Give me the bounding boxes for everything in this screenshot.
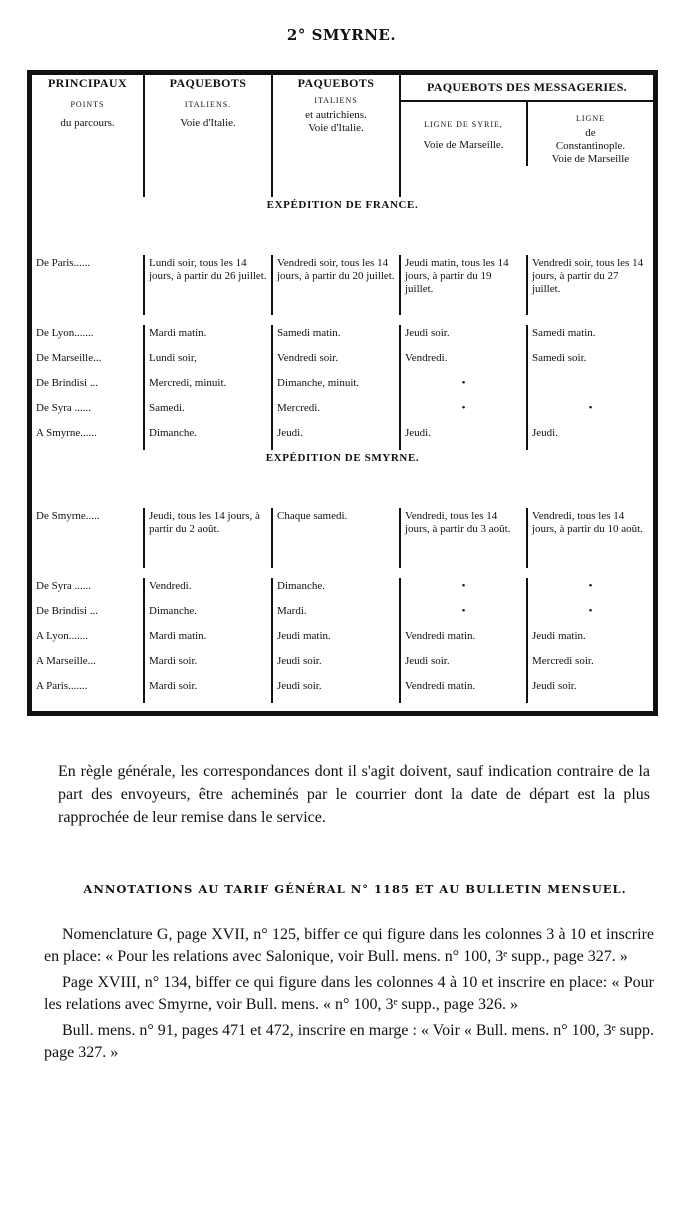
cell-value: • xyxy=(400,400,527,425)
cell-value: Samedi matin. xyxy=(272,325,400,350)
header-ligne-constantinople-small: LIGNE xyxy=(576,114,605,123)
cell-value: Mardi soir. xyxy=(144,678,272,703)
cell-value: Jeudi. xyxy=(272,425,400,450)
table-row xyxy=(32,375,653,400)
cell-value: Mercredi. xyxy=(272,400,400,425)
timetable-frame xyxy=(27,70,658,716)
cell-value: Mercredi soir. xyxy=(527,653,653,678)
header-italiens-line: Voie d'Italie. xyxy=(180,117,236,129)
page-title: 2° SMYRNE. xyxy=(286,26,397,44)
table-row xyxy=(32,350,653,375)
cell-value: Jeudi matin. xyxy=(272,628,400,653)
cell-value: Jeudi. xyxy=(400,425,527,450)
cell-value: Mercredi, minuit. xyxy=(144,375,272,400)
cell-place: A Lyon....... xyxy=(36,630,88,642)
cell-value: Jeudi soir. xyxy=(272,678,400,703)
cell-value xyxy=(527,375,653,400)
cell-value: Vendredi soir, tous les 14 jours, à partir du 20 juillet. xyxy=(272,255,400,315)
header-italiens-main: PAQUEBOTS xyxy=(169,76,247,90)
annotations-title: ANNOTATIONS AU TARIF GÉNÉRAL N° 1185 ET AU BULLETIN MENSUEL. xyxy=(83,882,627,896)
cell-place: De Syra ...... xyxy=(36,580,91,592)
header-autrichiens-line1: et autrichiens. xyxy=(305,109,367,121)
cell-value: Vendredi soir. xyxy=(272,350,400,375)
cell-value: • xyxy=(400,603,527,628)
cell-value: • xyxy=(527,400,653,425)
header-ligne-syrie-small: LIGNE DE SYRIE, xyxy=(424,120,503,129)
cell-place: A Smyrne...... xyxy=(36,427,97,439)
cell-value: Vendredi. xyxy=(400,350,527,375)
cell-value: Mardi matin. xyxy=(144,628,272,653)
cell-place: De Paris...... xyxy=(36,257,91,269)
cell-value: Vendredi, tous les 14 jours, à partir du 10 août. xyxy=(527,508,653,568)
cell-value: Jeudi soir. xyxy=(400,653,527,678)
cell-value: Jeudi soir. xyxy=(400,325,527,350)
cell-value: Dimanche. xyxy=(144,425,272,450)
table-row xyxy=(32,678,653,703)
cell-place: De Syra ...... xyxy=(36,402,91,414)
header-ligne-syrie xyxy=(401,102,526,166)
cell-place: De Marseille... xyxy=(36,352,102,364)
cell-value: Samedi soir. xyxy=(527,350,653,375)
cell-value: Dimanche, minuit. xyxy=(272,375,400,400)
table-row xyxy=(32,325,653,350)
cell-value: Lundi soir, xyxy=(144,350,272,375)
table-row xyxy=(32,653,653,678)
header-italiens xyxy=(144,75,272,197)
header-ligne-constantinople-line1: de xyxy=(585,127,596,139)
table-row xyxy=(32,425,653,450)
header-principaux xyxy=(32,75,144,197)
cell-value: Vendredi matin. xyxy=(400,678,527,703)
cell-value: Jeudi, tous les 14 jours, à partir du 2 août. xyxy=(144,508,272,568)
annotation-item: Bull. mens. n° 91, pages 471 et 472, inscrire en marge : « Voir « Bull. mens. n° 100, 3ᵉ supp. page 327. » xyxy=(44,1022,654,1061)
cell-value: • xyxy=(527,603,653,628)
cell-value: • xyxy=(400,578,527,603)
header-principaux-small: POINTS xyxy=(70,100,105,109)
header-ligne-constantinople-line2: Constantinople. xyxy=(555,140,626,152)
cell-value: • xyxy=(527,578,653,603)
header-messageries xyxy=(400,75,653,197)
cell-value: Jeudi soir. xyxy=(527,678,653,703)
annotations-list xyxy=(44,924,654,1068)
table-row xyxy=(32,255,653,315)
cell-value: Dimanche. xyxy=(272,578,400,603)
header-autrichiens-small: ITALIENS xyxy=(314,96,358,105)
header-messageries-title: PAQUEBOTS DES MESSAGERIES. xyxy=(401,75,653,102)
cell-place: De Brindisi ... xyxy=(36,605,99,617)
header-italiens-small: ITALIENS. xyxy=(184,100,232,109)
cell-place: A Paris....... xyxy=(36,680,88,692)
section-title-smyrne: EXPÉDITION DE SMYRNE. xyxy=(265,452,420,464)
header-ligne-constantinople xyxy=(526,102,653,166)
cell-value: Vendredi. xyxy=(144,578,272,603)
cell-value: Lundi soir, tous les 14 jours, à partir du 26 juillet. xyxy=(144,255,272,315)
table-row xyxy=(32,628,653,653)
annotation-item: Nomenclature G, page XVII, n° 125, biffer ce qui figure dans les colonnes 3 à 10 et inscrire en place: « Pour les relations avec Salonique, voir Bull. mens. n° 100, 3ᵉ supp., page 327. » xyxy=(44,926,654,965)
cell-place: De Brindisi ... xyxy=(36,377,99,389)
table-row xyxy=(32,508,653,568)
cell-value: • xyxy=(400,375,527,400)
cell-value: Vendredi, tous les 14 jours, à partir du 3 août. xyxy=(400,508,527,568)
general-rule-paragraph: En règle générale, les correspondances dont il s'agit doivent, sauf indication contraire de la part des envoyeurs, être acheminés par le courrier dont la date de départ est la plus rapprochée de leur remise dans le service. xyxy=(58,763,650,826)
cell-value: Jeudi soir. xyxy=(272,653,400,678)
header-ligne-constantinople-line3: Voie de Marseille xyxy=(551,153,630,165)
cell-value: Jeudi. xyxy=(527,425,653,450)
cell-value: Jeudi matin, tous les 14 jours, à partir du 19 juillet. xyxy=(400,255,527,315)
header-autrichiens xyxy=(272,75,400,197)
header-principaux-line: du parcours. xyxy=(60,117,115,129)
cell-value: Jeudi matin. xyxy=(527,628,653,653)
cell-value: Mardi matin. xyxy=(144,325,272,350)
table-row xyxy=(32,578,653,603)
cell-value: Chaque samedi. xyxy=(272,508,400,568)
table-row xyxy=(32,400,653,425)
cell-value: Dimanche. xyxy=(144,603,272,628)
cell-value: Samedi matin. xyxy=(527,325,653,350)
table-row xyxy=(32,603,653,628)
cell-value: Vendredi matin. xyxy=(400,628,527,653)
section-title-france: EXPÉDITION DE FRANCE. xyxy=(266,199,419,211)
annotation-item: Page XVIII, n° 134, biffer ce qui figure dans les colonnes 4 à 10 et inscrire en place: « Pour les relations avec Smyrne, voir Bull. mens. « n° 100, 3ᵉ supp., page 326. » xyxy=(44,974,654,1013)
header-autrichiens-line2: Voie d'Italie. xyxy=(308,122,364,134)
cell-value: Mardi. xyxy=(272,603,400,628)
header-ligne-syrie-line: Voie de Marseille. xyxy=(423,139,504,151)
cell-place: De Lyon....... xyxy=(36,327,94,339)
header-principaux-main: PRINCIPAUX xyxy=(47,76,128,90)
timetable xyxy=(32,75,653,721)
cell-value: Samedi. xyxy=(144,400,272,425)
cell-value: Mardi soir. xyxy=(144,653,272,678)
cell-place: De Smyrne..... xyxy=(36,510,100,522)
cell-place: A Marseille... xyxy=(36,655,96,667)
header-autrichiens-main: PAQUEBOTS xyxy=(297,76,375,90)
cell-value: Vendredi soir, tous les 14 jours, à partir du 27 juillet. xyxy=(527,255,653,315)
